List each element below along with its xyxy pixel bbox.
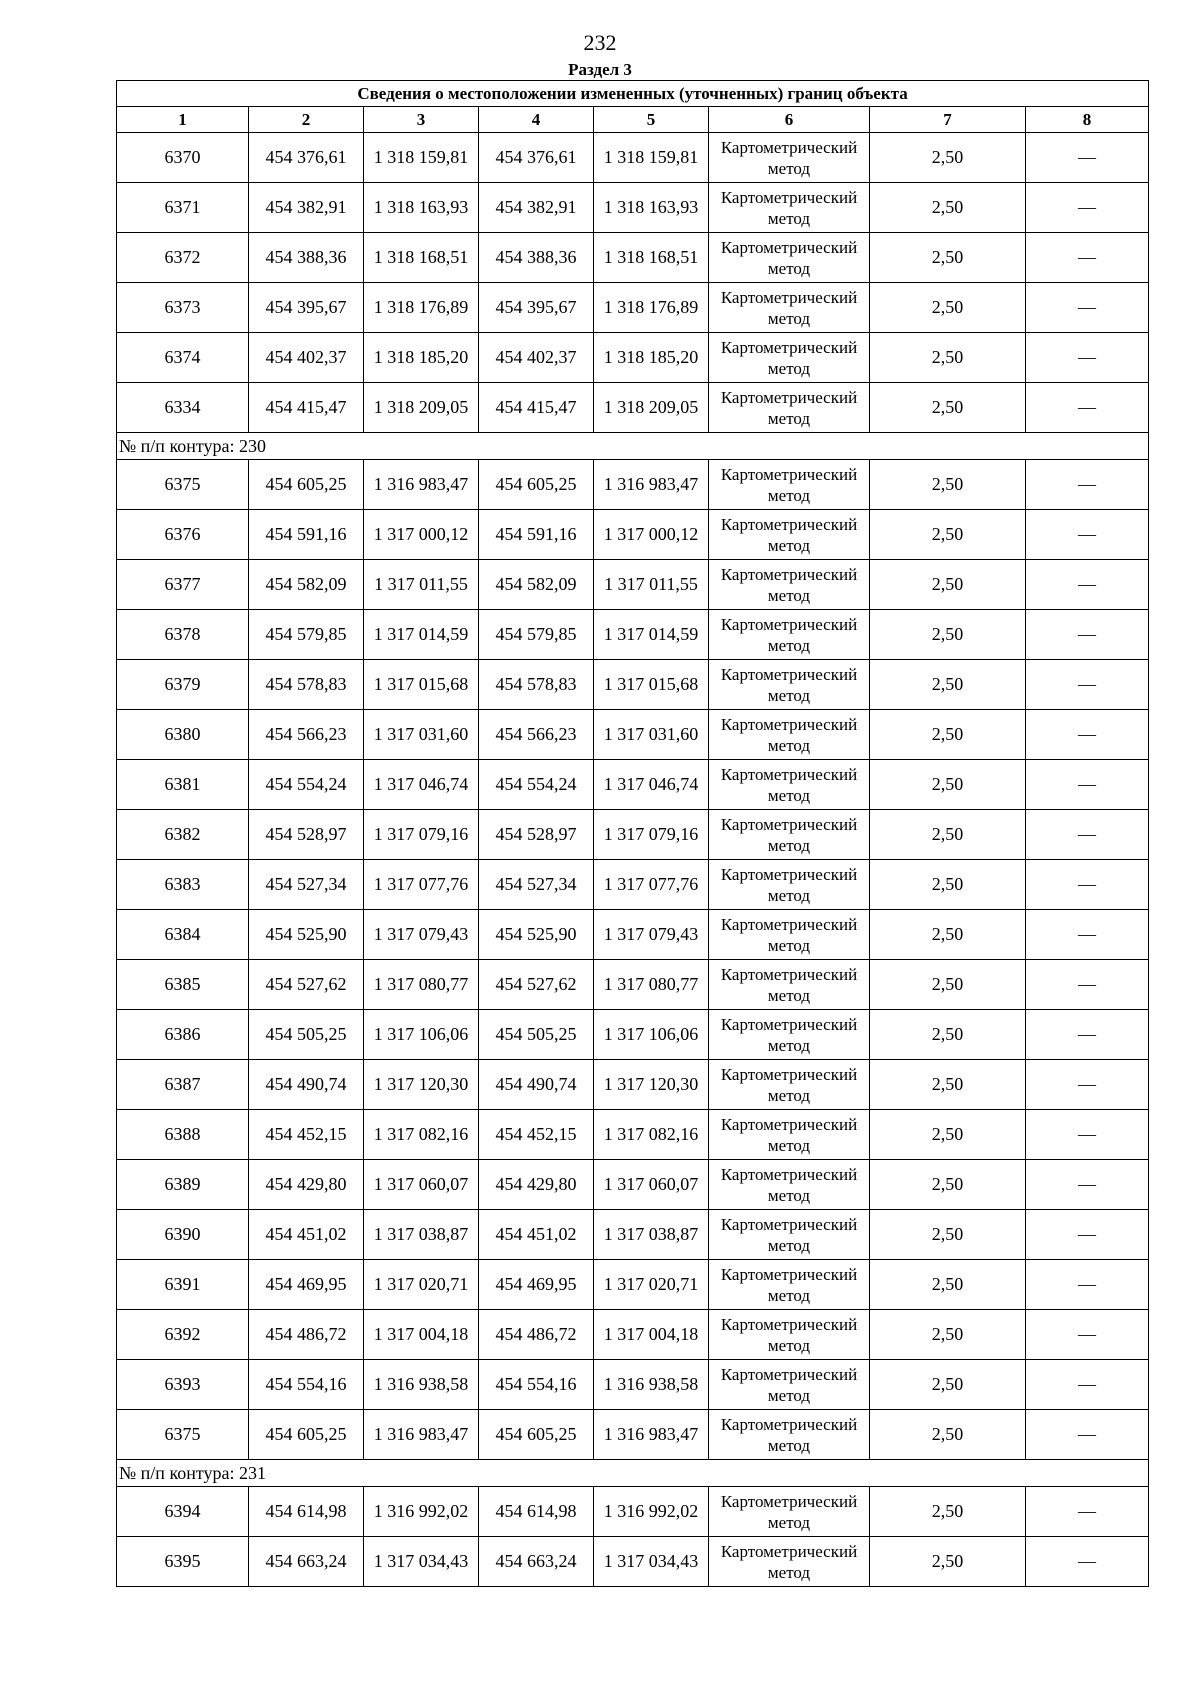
table-row bbox=[117, 233, 1149, 283]
y-new-cell: 1 318 209,05 bbox=[594, 383, 709, 433]
accuracy-cell: 2,50 bbox=[870, 1260, 1026, 1310]
y-existing-cell: 1 318 176,89 bbox=[364, 283, 479, 333]
table-row bbox=[117, 560, 1149, 610]
x-existing-cell: 454 582,09 bbox=[249, 560, 364, 610]
x-existing-cell: 454 614,98 bbox=[249, 1487, 364, 1537]
y-existing-cell: 1 317 004,18 bbox=[364, 1310, 479, 1360]
description-cell: — bbox=[1026, 1487, 1149, 1537]
method-cell: Картометрический метод bbox=[709, 610, 870, 660]
y-new-cell: 1 317 000,12 bbox=[594, 510, 709, 560]
x-new-cell: 454 415,47 bbox=[479, 383, 594, 433]
x-existing-cell: 454 376,61 bbox=[249, 133, 364, 183]
table-row bbox=[117, 1487, 1149, 1537]
accuracy-cell: 2,50 bbox=[870, 560, 1026, 610]
method-cell: Картометрический метод bbox=[709, 133, 870, 183]
accuracy-cell: 2,50 bbox=[870, 910, 1026, 960]
method-cell: Картометрический метод bbox=[709, 810, 870, 860]
table-row bbox=[117, 1160, 1149, 1210]
accuracy-cell: 2,50 bbox=[870, 460, 1026, 510]
method-cell: Картометрический метод bbox=[709, 1310, 870, 1360]
table-row bbox=[117, 510, 1149, 560]
x-existing-cell: 454 415,47 bbox=[249, 383, 364, 433]
accuracy-cell: 2,50 bbox=[870, 760, 1026, 810]
table-row bbox=[117, 860, 1149, 910]
point-id-cell: 6372 bbox=[117, 233, 249, 283]
y-new-cell: 1 317 082,16 bbox=[594, 1110, 709, 1160]
y-new-cell: 1 317 004,18 bbox=[594, 1310, 709, 1360]
method-cell: Картометрический метод bbox=[709, 1210, 870, 1260]
table-row bbox=[117, 910, 1149, 960]
y-existing-cell: 1 317 060,07 bbox=[364, 1160, 479, 1210]
y-existing-cell: 1 316 983,47 bbox=[364, 460, 479, 510]
accuracy-cell: 2,50 bbox=[870, 1310, 1026, 1360]
description-cell: — bbox=[1026, 1537, 1149, 1587]
x-new-cell: 454 402,37 bbox=[479, 333, 594, 383]
column-header: 1 bbox=[117, 107, 249, 133]
column-header: 5 bbox=[594, 107, 709, 133]
x-existing-cell: 454 528,97 bbox=[249, 810, 364, 860]
point-id-cell: 6391 bbox=[117, 1260, 249, 1310]
table-row bbox=[117, 660, 1149, 710]
y-new-cell: 1 317 079,43 bbox=[594, 910, 709, 960]
x-existing-cell: 454 429,80 bbox=[249, 1160, 364, 1210]
x-existing-cell: 454 591,16 bbox=[249, 510, 364, 560]
point-id-cell: 6373 bbox=[117, 283, 249, 333]
accuracy-cell: 2,50 bbox=[870, 1110, 1026, 1160]
method-cell: Картометрический метод bbox=[709, 510, 870, 560]
table-row bbox=[117, 183, 1149, 233]
y-existing-cell: 1 317 015,68 bbox=[364, 660, 479, 710]
x-existing-cell: 454 469,95 bbox=[249, 1260, 364, 1310]
y-existing-cell: 1 317 031,60 bbox=[364, 710, 479, 760]
method-cell: Картометрический метод bbox=[709, 560, 870, 610]
table-row bbox=[117, 1060, 1149, 1110]
x-new-cell: 454 469,95 bbox=[479, 1260, 594, 1310]
x-existing-cell: 454 395,67 bbox=[249, 283, 364, 333]
x-new-cell: 454 528,97 bbox=[479, 810, 594, 860]
description-cell: — bbox=[1026, 283, 1149, 333]
point-id-cell: 6387 bbox=[117, 1060, 249, 1110]
point-id-cell: 6375 bbox=[117, 1410, 249, 1460]
method-cell: Картометрический метод bbox=[709, 860, 870, 910]
x-existing-cell: 454 605,25 bbox=[249, 1410, 364, 1460]
y-existing-cell: 1 317 014,59 bbox=[364, 610, 479, 660]
column-header: 8 bbox=[1026, 107, 1149, 133]
y-existing-cell: 1 318 185,20 bbox=[364, 333, 479, 383]
table-row bbox=[117, 1210, 1149, 1260]
x-new-cell: 454 582,09 bbox=[479, 560, 594, 610]
accuracy-cell: 2,50 bbox=[870, 233, 1026, 283]
y-new-cell: 1 316 938,58 bbox=[594, 1360, 709, 1410]
table-row bbox=[117, 1260, 1149, 1310]
description-cell: — bbox=[1026, 660, 1149, 710]
table-row bbox=[117, 1110, 1149, 1160]
method-cell: Картометрический метод bbox=[709, 460, 870, 510]
method-cell: Картометрический метод bbox=[709, 760, 870, 810]
x-existing-cell: 454 451,02 bbox=[249, 1210, 364, 1260]
description-cell: — bbox=[1026, 333, 1149, 383]
x-existing-cell: 454 388,36 bbox=[249, 233, 364, 283]
x-existing-cell: 454 578,83 bbox=[249, 660, 364, 710]
y-existing-cell: 1 317 011,55 bbox=[364, 560, 479, 610]
y-new-cell: 1 317 080,77 bbox=[594, 960, 709, 1010]
table-body bbox=[117, 133, 1149, 1587]
y-new-cell: 1 316 992,02 bbox=[594, 1487, 709, 1537]
x-existing-cell: 454 527,34 bbox=[249, 860, 364, 910]
y-new-cell: 1 318 168,51 bbox=[594, 233, 709, 283]
table-header-row bbox=[117, 107, 1149, 133]
accuracy-cell: 2,50 bbox=[870, 1060, 1026, 1110]
point-id-cell: 6386 bbox=[117, 1010, 249, 1060]
table-row bbox=[117, 133, 1149, 183]
contour-row bbox=[117, 1460, 1149, 1487]
y-new-cell: 1 317 011,55 bbox=[594, 560, 709, 610]
y-existing-cell: 1 317 106,06 bbox=[364, 1010, 479, 1060]
table-row bbox=[117, 710, 1149, 760]
point-id-cell: 6376 bbox=[117, 510, 249, 560]
y-new-cell: 1 317 020,71 bbox=[594, 1260, 709, 1310]
point-id-cell: 6383 bbox=[117, 860, 249, 910]
y-new-cell: 1 318 163,93 bbox=[594, 183, 709, 233]
table-row bbox=[117, 1537, 1149, 1587]
accuracy-cell: 2,50 bbox=[870, 660, 1026, 710]
x-new-cell: 454 527,62 bbox=[479, 960, 594, 1010]
point-id-cell: 6374 bbox=[117, 333, 249, 383]
description-cell: — bbox=[1026, 860, 1149, 910]
y-existing-cell: 1 317 079,43 bbox=[364, 910, 479, 960]
y-new-cell: 1 317 038,87 bbox=[594, 1210, 709, 1260]
y-existing-cell: 1 317 038,87 bbox=[364, 1210, 479, 1260]
accuracy-cell: 2,50 bbox=[870, 610, 1026, 660]
x-existing-cell: 454 382,91 bbox=[249, 183, 364, 233]
y-existing-cell: 1 318 209,05 bbox=[364, 383, 479, 433]
x-new-cell: 454 554,24 bbox=[479, 760, 594, 810]
point-id-cell: 6388 bbox=[117, 1110, 249, 1160]
y-existing-cell: 1 316 992,02 bbox=[364, 1487, 479, 1537]
accuracy-cell: 2,50 bbox=[870, 860, 1026, 910]
description-cell: — bbox=[1026, 810, 1149, 860]
y-existing-cell: 1 317 082,16 bbox=[364, 1110, 479, 1160]
point-id-cell: 6379 bbox=[117, 660, 249, 710]
y-new-cell: 1 317 034,43 bbox=[594, 1537, 709, 1587]
y-existing-cell: 1 318 159,81 bbox=[364, 133, 479, 183]
table-row bbox=[117, 1010, 1149, 1060]
x-existing-cell: 454 554,24 bbox=[249, 760, 364, 810]
x-new-cell: 454 578,83 bbox=[479, 660, 594, 710]
description-cell: — bbox=[1026, 1110, 1149, 1160]
contour-label: № п/п контура: 231 bbox=[117, 1460, 1149, 1487]
x-new-cell: 454 663,24 bbox=[479, 1537, 594, 1587]
y-existing-cell: 1 317 077,76 bbox=[364, 860, 479, 910]
accuracy-cell: 2,50 bbox=[870, 1010, 1026, 1060]
table-row bbox=[117, 1360, 1149, 1410]
method-cell: Картометрический метод bbox=[709, 960, 870, 1010]
method-cell: Картометрический метод bbox=[709, 1410, 870, 1460]
method-cell: Картометрический метод bbox=[709, 1537, 870, 1587]
accuracy-cell: 2,50 bbox=[870, 960, 1026, 1010]
point-id-cell: 6381 bbox=[117, 760, 249, 810]
accuracy-cell: 2,50 bbox=[870, 1410, 1026, 1460]
method-cell: Картометрический метод bbox=[709, 910, 870, 960]
description-cell: — bbox=[1026, 510, 1149, 560]
description-cell: — bbox=[1026, 1260, 1149, 1310]
method-cell: Картометрический метод bbox=[709, 283, 870, 333]
x-new-cell: 454 429,80 bbox=[479, 1160, 594, 1210]
description-cell: — bbox=[1026, 133, 1149, 183]
x-new-cell: 454 486,72 bbox=[479, 1310, 594, 1360]
table-row bbox=[117, 1410, 1149, 1460]
y-existing-cell: 1 318 168,51 bbox=[364, 233, 479, 283]
y-new-cell: 1 318 176,89 bbox=[594, 283, 709, 333]
accuracy-cell: 2,50 bbox=[870, 183, 1026, 233]
description-cell: — bbox=[1026, 1160, 1149, 1210]
y-existing-cell: 1 317 000,12 bbox=[364, 510, 479, 560]
x-existing-cell: 454 490,74 bbox=[249, 1060, 364, 1110]
y-new-cell: 1 317 079,16 bbox=[594, 810, 709, 860]
x-existing-cell: 454 525,90 bbox=[249, 910, 364, 960]
point-id-cell: 6389 bbox=[117, 1160, 249, 1210]
y-new-cell: 1 317 014,59 bbox=[594, 610, 709, 660]
page-number: 232 bbox=[583, 30, 617, 55]
description-cell: — bbox=[1026, 1060, 1149, 1110]
x-new-cell: 454 452,15 bbox=[479, 1110, 594, 1160]
description-cell: — bbox=[1026, 1310, 1149, 1360]
x-existing-cell: 454 554,16 bbox=[249, 1360, 364, 1410]
x-new-cell: 454 527,34 bbox=[479, 860, 594, 910]
point-id-cell: 6384 bbox=[117, 910, 249, 960]
table-row bbox=[117, 333, 1149, 383]
description-cell: — bbox=[1026, 1010, 1149, 1060]
y-existing-cell: 1 317 034,43 bbox=[364, 1537, 479, 1587]
x-new-cell: 454 525,90 bbox=[479, 910, 594, 960]
y-new-cell: 1 318 185,20 bbox=[594, 333, 709, 383]
table-row bbox=[117, 810, 1149, 860]
description-cell: — bbox=[1026, 610, 1149, 660]
accuracy-cell: 2,50 bbox=[870, 710, 1026, 760]
contour-row bbox=[117, 433, 1149, 460]
y-new-cell: 1 317 120,30 bbox=[594, 1060, 709, 1110]
y-existing-cell: 1 316 983,47 bbox=[364, 1410, 479, 1460]
y-new-cell: 1 317 031,60 bbox=[594, 710, 709, 760]
description-cell: — bbox=[1026, 710, 1149, 760]
point-id-cell: 6375 bbox=[117, 460, 249, 510]
x-existing-cell: 454 605,25 bbox=[249, 460, 364, 510]
table-row bbox=[117, 283, 1149, 333]
method-cell: Картометрический метод bbox=[709, 183, 870, 233]
accuracy-cell: 2,50 bbox=[870, 1537, 1026, 1587]
x-new-cell: 454 605,25 bbox=[479, 1410, 594, 1460]
table-row bbox=[117, 960, 1149, 1010]
x-existing-cell: 454 452,15 bbox=[249, 1110, 364, 1160]
point-id-cell: 6377 bbox=[117, 560, 249, 610]
method-cell: Картометрический метод bbox=[709, 1060, 870, 1110]
y-existing-cell: 1 317 120,30 bbox=[364, 1060, 479, 1110]
x-existing-cell: 454 663,24 bbox=[249, 1537, 364, 1587]
accuracy-cell: 2,50 bbox=[870, 383, 1026, 433]
method-cell: Картометрический метод bbox=[709, 1360, 870, 1410]
accuracy-cell: 2,50 bbox=[870, 1487, 1026, 1537]
x-new-cell: 454 566,23 bbox=[479, 710, 594, 760]
y-new-cell: 1 316 983,47 bbox=[594, 460, 709, 510]
description-cell: — bbox=[1026, 460, 1149, 510]
contour-label: № п/п контура: 230 bbox=[117, 433, 1149, 460]
point-id-cell: 6390 bbox=[117, 1210, 249, 1260]
method-cell: Картометрический метод bbox=[709, 233, 870, 283]
method-cell: Картометрический метод bbox=[709, 1260, 870, 1310]
method-cell: Картометрический метод bbox=[709, 383, 870, 433]
accuracy-cell: 2,50 bbox=[870, 283, 1026, 333]
y-new-cell: 1 317 106,06 bbox=[594, 1010, 709, 1060]
point-id-cell: 6370 bbox=[117, 133, 249, 183]
table-caption: Сведения о местоположении измененных (уточненных) границ объекта bbox=[117, 81, 1149, 107]
y-new-cell: 1 317 060,07 bbox=[594, 1160, 709, 1210]
table-row bbox=[117, 760, 1149, 810]
column-header: 2 bbox=[249, 107, 364, 133]
x-new-cell: 454 614,98 bbox=[479, 1487, 594, 1537]
description-cell: — bbox=[1026, 1410, 1149, 1460]
y-existing-cell: 1 318 163,93 bbox=[364, 183, 479, 233]
table-row bbox=[117, 1310, 1149, 1360]
x-existing-cell: 454 579,85 bbox=[249, 610, 364, 660]
point-id-cell: 6382 bbox=[117, 810, 249, 860]
description-cell: — bbox=[1026, 183, 1149, 233]
accuracy-cell: 2,50 bbox=[870, 133, 1026, 183]
description-cell: — bbox=[1026, 233, 1149, 283]
y-new-cell: 1 317 015,68 bbox=[594, 660, 709, 710]
x-new-cell: 454 490,74 bbox=[479, 1060, 594, 1110]
column-header: 6 bbox=[709, 107, 870, 133]
x-new-cell: 454 376,61 bbox=[479, 133, 594, 183]
description-cell: — bbox=[1026, 910, 1149, 960]
accuracy-cell: 2,50 bbox=[870, 1160, 1026, 1210]
accuracy-cell: 2,50 bbox=[870, 510, 1026, 560]
x-existing-cell: 454 566,23 bbox=[249, 710, 364, 760]
method-cell: Картометрический метод bbox=[709, 1487, 870, 1537]
y-new-cell: 1 317 077,76 bbox=[594, 860, 709, 910]
column-header: 4 bbox=[479, 107, 594, 133]
table-row bbox=[117, 460, 1149, 510]
boundary-table bbox=[116, 80, 1149, 1587]
description-cell: — bbox=[1026, 560, 1149, 610]
x-existing-cell: 454 505,25 bbox=[249, 1010, 364, 1060]
method-cell: Картометрический метод bbox=[709, 710, 870, 760]
x-existing-cell: 454 402,37 bbox=[249, 333, 364, 383]
point-id-cell: 6394 bbox=[117, 1487, 249, 1537]
column-header: 3 bbox=[364, 107, 479, 133]
table-row bbox=[117, 610, 1149, 660]
description-cell: — bbox=[1026, 760, 1149, 810]
column-header: 7 bbox=[870, 107, 1026, 133]
x-new-cell: 454 395,67 bbox=[479, 283, 594, 333]
description-cell: — bbox=[1026, 960, 1149, 1010]
table-row bbox=[117, 383, 1149, 433]
point-id-cell: 6334 bbox=[117, 383, 249, 433]
y-existing-cell: 1 317 020,71 bbox=[364, 1260, 479, 1310]
section-title: Раздел 3 bbox=[568, 60, 632, 79]
description-cell: — bbox=[1026, 1360, 1149, 1410]
y-existing-cell: 1 317 080,77 bbox=[364, 960, 479, 1010]
x-new-cell: 454 554,16 bbox=[479, 1360, 594, 1410]
x-new-cell: 454 382,91 bbox=[479, 183, 594, 233]
point-id-cell: 6380 bbox=[117, 710, 249, 760]
point-id-cell: 6378 bbox=[117, 610, 249, 660]
description-cell: — bbox=[1026, 383, 1149, 433]
method-cell: Картометрический метод bbox=[709, 1110, 870, 1160]
method-cell: Картометрический метод bbox=[709, 1010, 870, 1060]
accuracy-cell: 2,50 bbox=[870, 810, 1026, 860]
x-new-cell: 454 579,85 bbox=[479, 610, 594, 660]
method-cell: Картометрический метод bbox=[709, 1160, 870, 1210]
accuracy-cell: 2,50 bbox=[870, 1210, 1026, 1260]
point-id-cell: 6395 bbox=[117, 1537, 249, 1587]
y-existing-cell: 1 316 938,58 bbox=[364, 1360, 479, 1410]
y-new-cell: 1 318 159,81 bbox=[594, 133, 709, 183]
point-id-cell: 6385 bbox=[117, 960, 249, 1010]
x-new-cell: 454 505,25 bbox=[479, 1010, 594, 1060]
x-existing-cell: 454 527,62 bbox=[249, 960, 364, 1010]
x-new-cell: 454 591,16 bbox=[479, 510, 594, 560]
x-existing-cell: 454 486,72 bbox=[249, 1310, 364, 1360]
table-caption-row bbox=[117, 81, 1149, 107]
point-id-cell: 6393 bbox=[117, 1360, 249, 1410]
point-id-cell: 6392 bbox=[117, 1310, 249, 1360]
y-existing-cell: 1 317 079,16 bbox=[364, 810, 479, 860]
x-new-cell: 454 451,02 bbox=[479, 1210, 594, 1260]
point-id-cell: 6371 bbox=[117, 183, 249, 233]
method-cell: Картометрический метод bbox=[709, 333, 870, 383]
x-new-cell: 454 388,36 bbox=[479, 233, 594, 283]
y-existing-cell: 1 317 046,74 bbox=[364, 760, 479, 810]
y-new-cell: 1 317 046,74 bbox=[594, 760, 709, 810]
accuracy-cell: 2,50 bbox=[870, 333, 1026, 383]
method-cell: Картометрический метод bbox=[709, 660, 870, 710]
accuracy-cell: 2,50 bbox=[870, 1360, 1026, 1410]
x-new-cell: 454 605,25 bbox=[479, 460, 594, 510]
description-cell: — bbox=[1026, 1210, 1149, 1260]
y-new-cell: 1 316 983,47 bbox=[594, 1410, 709, 1460]
